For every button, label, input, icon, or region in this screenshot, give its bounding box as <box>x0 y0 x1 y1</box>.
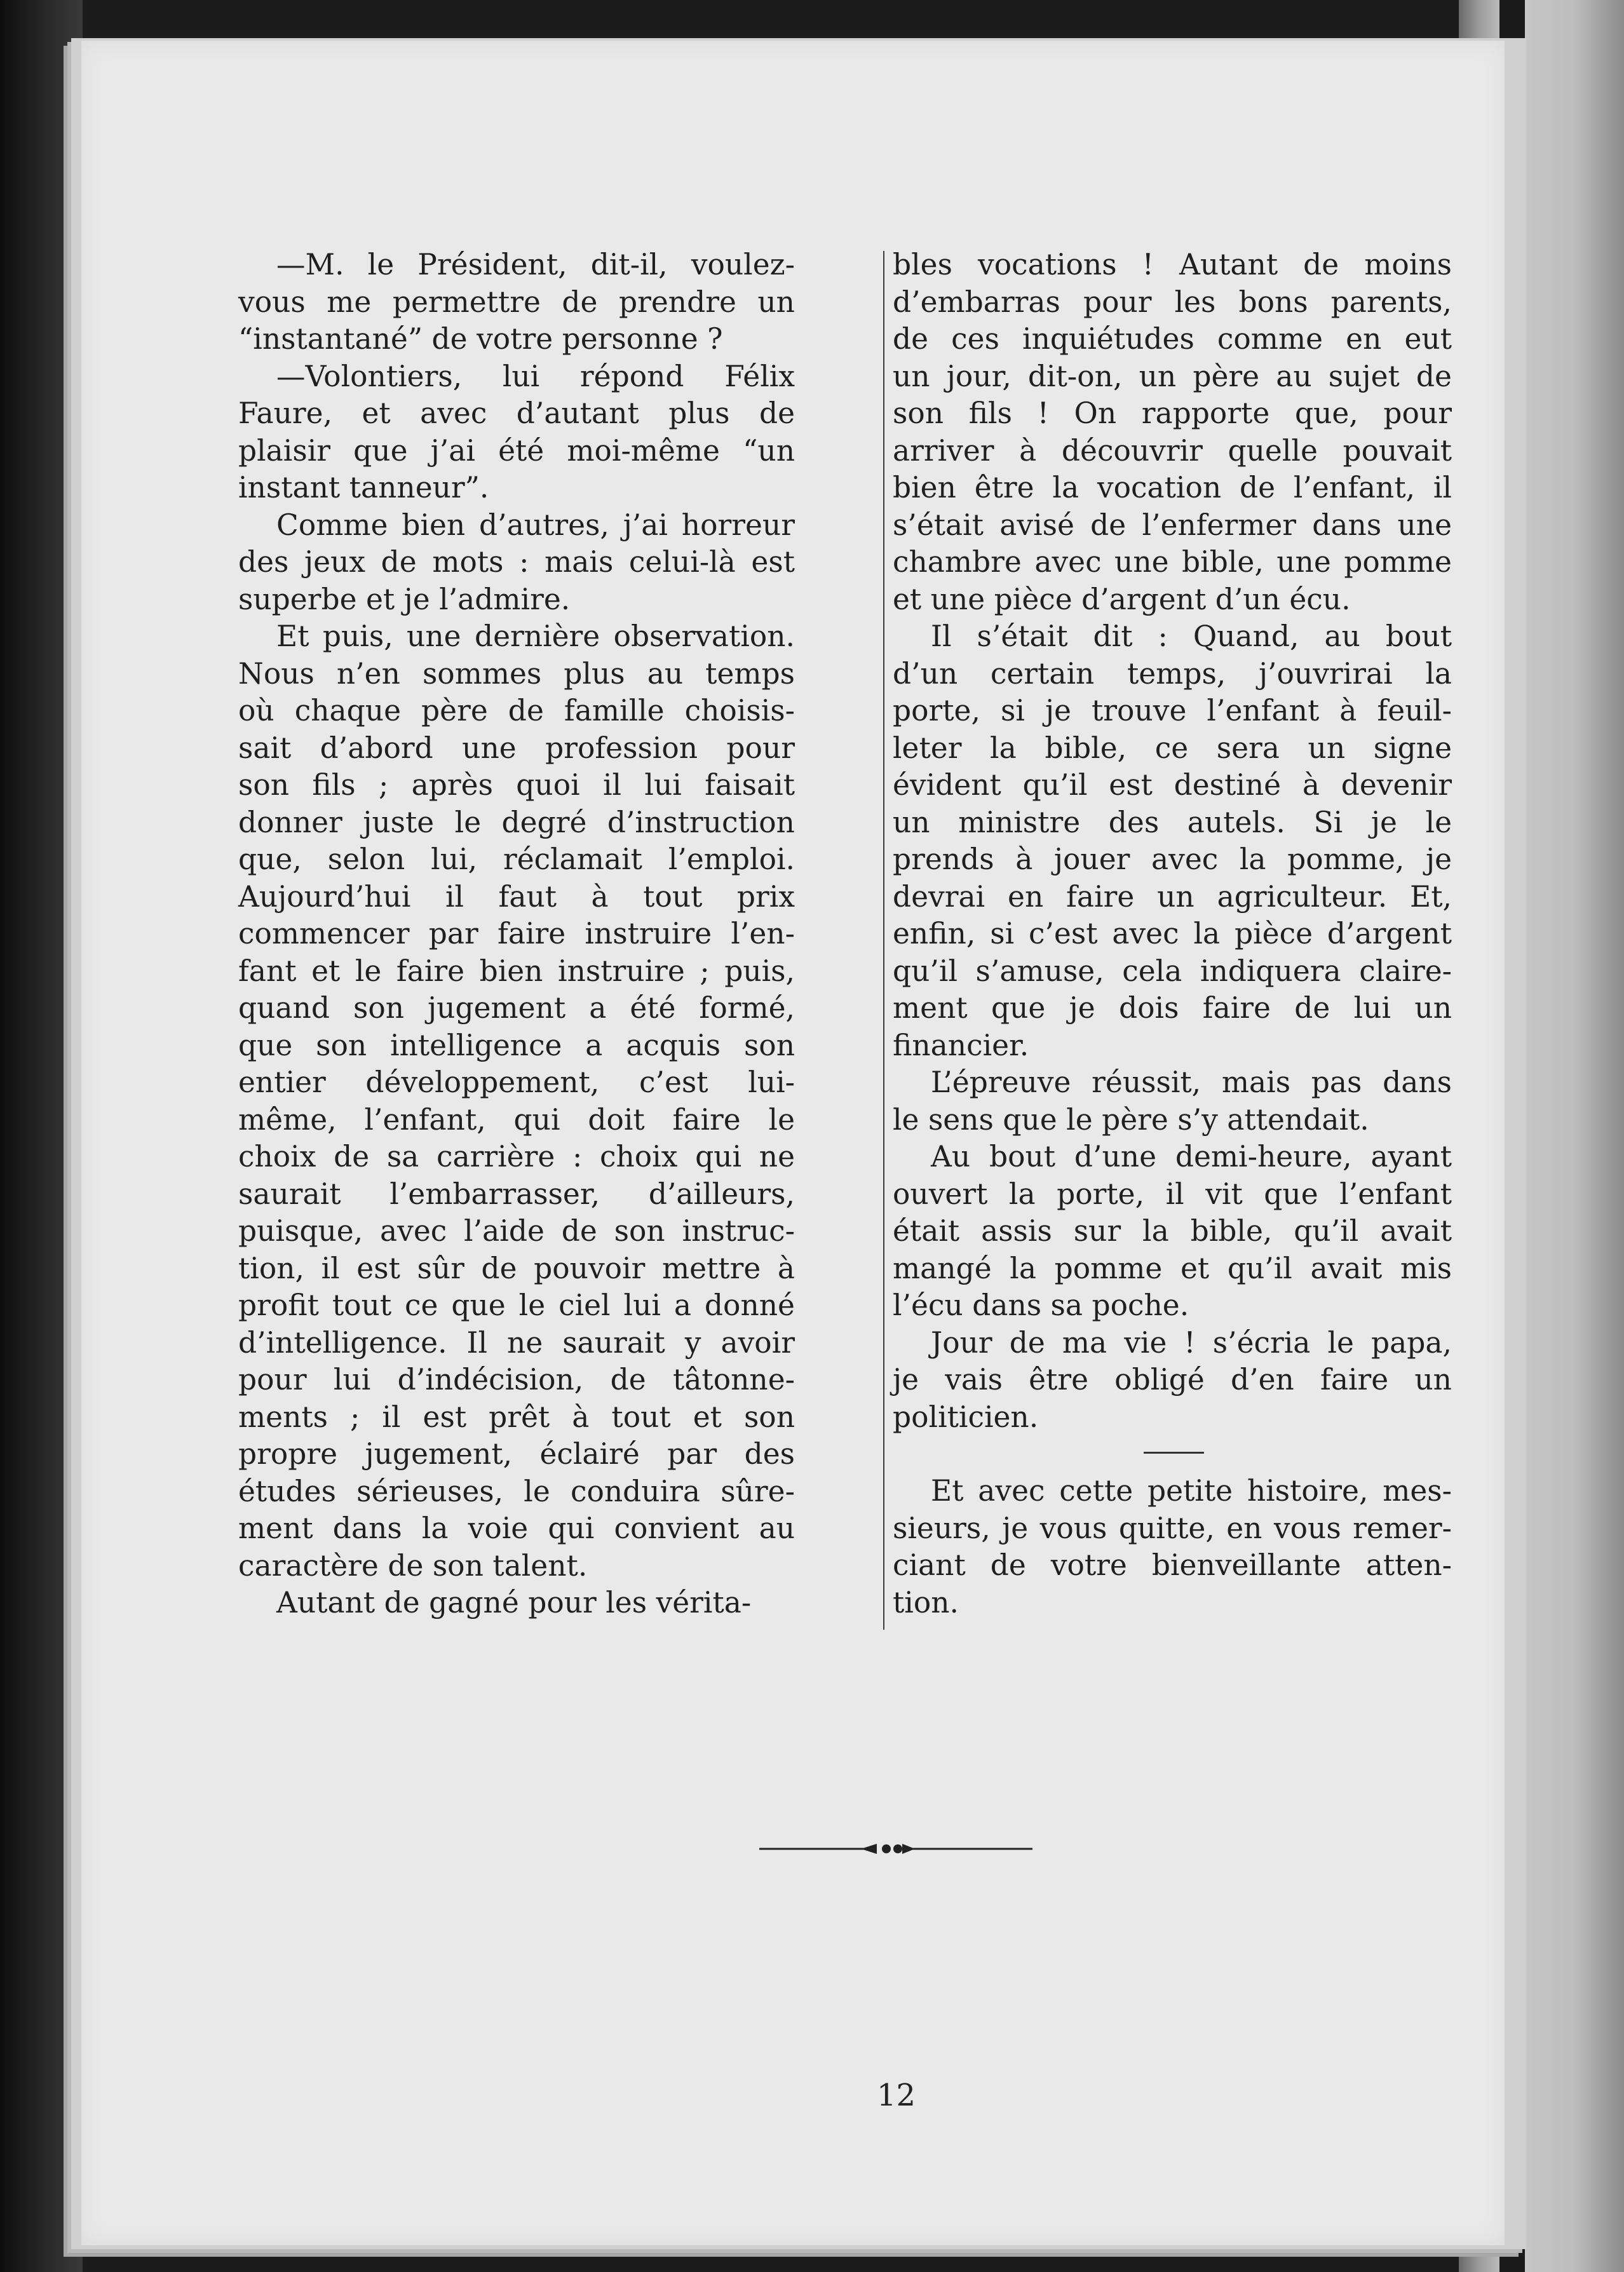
column-divider <box>883 251 884 1630</box>
text-line: l’écu dans sa poche. <box>893 1288 1189 1322</box>
text-line: “instantané” de votre personne ? <box>238 322 723 356</box>
section-divider <box>1144 1452 1204 1454</box>
text-line: son fils ; après quoi il lui faisait <box>238 768 795 802</box>
text-line: ment que je dois faire de lui un <box>893 991 1452 1025</box>
paragraph <box>893 247 1452 618</box>
ornament-divider <box>759 1839 1032 1858</box>
text-line: bien être la vocation de l’enfant, il <box>893 471 1452 504</box>
text-line: fant et le faire bien instruire ; puis, <box>238 954 795 988</box>
text-line: prends à jouer avec la pomme, je <box>893 842 1452 876</box>
text-line: des jeux de mots : mais celui-là est <box>238 545 795 579</box>
closing-paragraph <box>893 1473 1452 1621</box>
text-line: leter la bible, ce sera un signe <box>893 731 1452 765</box>
text-line: instant tanneur”. <box>238 471 489 504</box>
text-line: Comme bien d’autres, j’ai horreur <box>276 508 795 542</box>
page-number: 12 <box>877 2078 916 2113</box>
text-line: ouvert la porte, il vit que l’enfant <box>893 1177 1452 1211</box>
text-line: —M. le Président, dit-il, voulez- <box>276 248 795 281</box>
text-line: Et puis, une dernière observation. <box>276 619 795 653</box>
text-line: saurait l’embarrasser, d’ailleurs, <box>238 1177 795 1211</box>
text-line: —Volontiers, lui répond Félix <box>276 359 795 393</box>
text-line: choix de sa carrière : choix qui ne <box>238 1140 795 1173</box>
text-line: vous me permettre de prendre un <box>238 285 795 319</box>
text-line: sieurs, je vous quitte, en vous remer- <box>893 1511 1452 1545</box>
text-line: un jour, dit-on, un père au sujet de <box>893 359 1452 393</box>
text-line: entier développement, c’est lui- <box>238 1065 795 1099</box>
left-column <box>238 247 795 1622</box>
text-line: donner juste le degré d’instruction <box>238 805 795 839</box>
text-line: bles vocations ! Autant de moins <box>893 248 1452 281</box>
paragraph <box>893 1325 1452 1437</box>
text-line: propre jugement, éclairé par des <box>238 1437 795 1471</box>
text-line: de ces inquiétudes comme en eut <box>893 322 1452 356</box>
text-line: s’était avisé de l’enfermer dans une <box>893 508 1452 542</box>
text-line: politicien. <box>893 1400 1039 1434</box>
section-gap <box>893 1436 1452 1473</box>
text-line: évident qu’il est destiné à devenir <box>893 768 1452 802</box>
paragraph <box>238 618 795 1585</box>
text-line: son fils ! On rapporte que, pour <box>893 396 1452 430</box>
paragraph <box>238 1585 795 1622</box>
text-line: où chaque père de famille choisis- <box>238 694 795 727</box>
text-line: tion, il est sûr de pouvoir mettre à <box>238 1251 795 1285</box>
text-line: même, l’enfant, qui doit faire le <box>238 1102 795 1137</box>
text-line: que son intelligence a acquis son <box>238 1028 795 1062</box>
text-line: Autant de gagné pour les vérita- <box>276 1586 752 1619</box>
text-line: d’un certain temps, j’ouvrirai la <box>893 656 1452 691</box>
text-line: commencer par faire instruire l’en- <box>238 917 795 950</box>
text-line: d’intelligence. Il ne saurait y avoir <box>238 1325 795 1360</box>
text-line: ment dans la voie qui convient au <box>238 1511 795 1545</box>
text-line: profit tout ce que le ciel lui a donné <box>238 1288 795 1322</box>
text-line: caractère de son talent. <box>238 1548 588 1583</box>
text-line: pour lui d’indécision, de tâtonne- <box>238 1363 795 1396</box>
text-line: superbe et je l’admire. <box>238 582 571 616</box>
text-line: le sens que le père s’y attendait. <box>893 1102 1369 1137</box>
paragraph <box>893 1064 1452 1139</box>
paragraph <box>238 507 795 619</box>
text-line: d’embarras pour les bons parents, <box>893 285 1452 319</box>
text-line: mangé la pomme et qu’il avait mis <box>893 1251 1452 1285</box>
text-line: ciant de votre bienveillante atten- <box>893 1548 1452 1582</box>
text-line: plaisir que j’ai été moi-même “un <box>238 433 795 468</box>
scan-backdrop-left <box>0 0 83 2272</box>
text-line: tion. <box>893 1585 959 1619</box>
paragraph <box>893 618 1452 1064</box>
paragraph <box>238 247 795 358</box>
paragraph <box>238 358 795 507</box>
text-line: Aujourd’hui il faut à tout prix <box>238 879 795 914</box>
text-line: Jour de ma vie ! s’écria le papa, <box>931 1325 1452 1360</box>
text-line: Faure, et avec d’autant plus de <box>238 396 795 430</box>
text-line: enfin, si c’est avec la pièce d’argent <box>893 917 1452 950</box>
text-line: était assis sur la bible, qu’il avait <box>893 1214 1452 1248</box>
paragraph <box>893 1139 1452 1325</box>
text-line: sait d’abord une profession pour <box>238 731 795 765</box>
text-line: je vais être obligé d’en faire un <box>893 1363 1452 1396</box>
text-line: un ministre des autels. Si je le <box>893 805 1452 839</box>
text-line: porte, si je trouve l’enfant à feuil- <box>893 694 1452 727</box>
text-line: puisque, avec l’aide de son instruc- <box>238 1214 795 1248</box>
text-line: que, selon lui, réclamait l’emploi. <box>238 842 795 876</box>
text-line: qu’il s’amuse, cela indiquera claire- <box>893 954 1452 988</box>
text-line: Il s’était dit : Quand, au bout <box>931 619 1452 653</box>
text-line: Nous n’en sommes plus au temps <box>238 656 795 691</box>
text-line: Et avec cette petite histoire, mes- <box>931 1474 1452 1508</box>
text-line: Au bout d’une demi-heure, ayant <box>931 1140 1452 1173</box>
text-line: L’épreuve réussit, mais pas dans <box>931 1065 1452 1099</box>
text-line: et une pièce d’argent d’un écu. <box>893 582 1351 616</box>
text-line: quand son jugement a été formé, <box>238 991 795 1025</box>
text-line: ments ; il est prêt à tout et son <box>238 1400 795 1434</box>
text-line: arriver à découvrir quelle pouvait <box>893 433 1452 468</box>
text-line: financier. <box>893 1028 1029 1062</box>
right-column <box>893 247 1452 1621</box>
text-line: devrai en faire un agriculteur. Et, <box>893 879 1452 914</box>
text-line: chambre avec une bible, une pomme <box>893 545 1452 579</box>
text-line: études sérieuses, le conduira sûre- <box>238 1474 795 1508</box>
